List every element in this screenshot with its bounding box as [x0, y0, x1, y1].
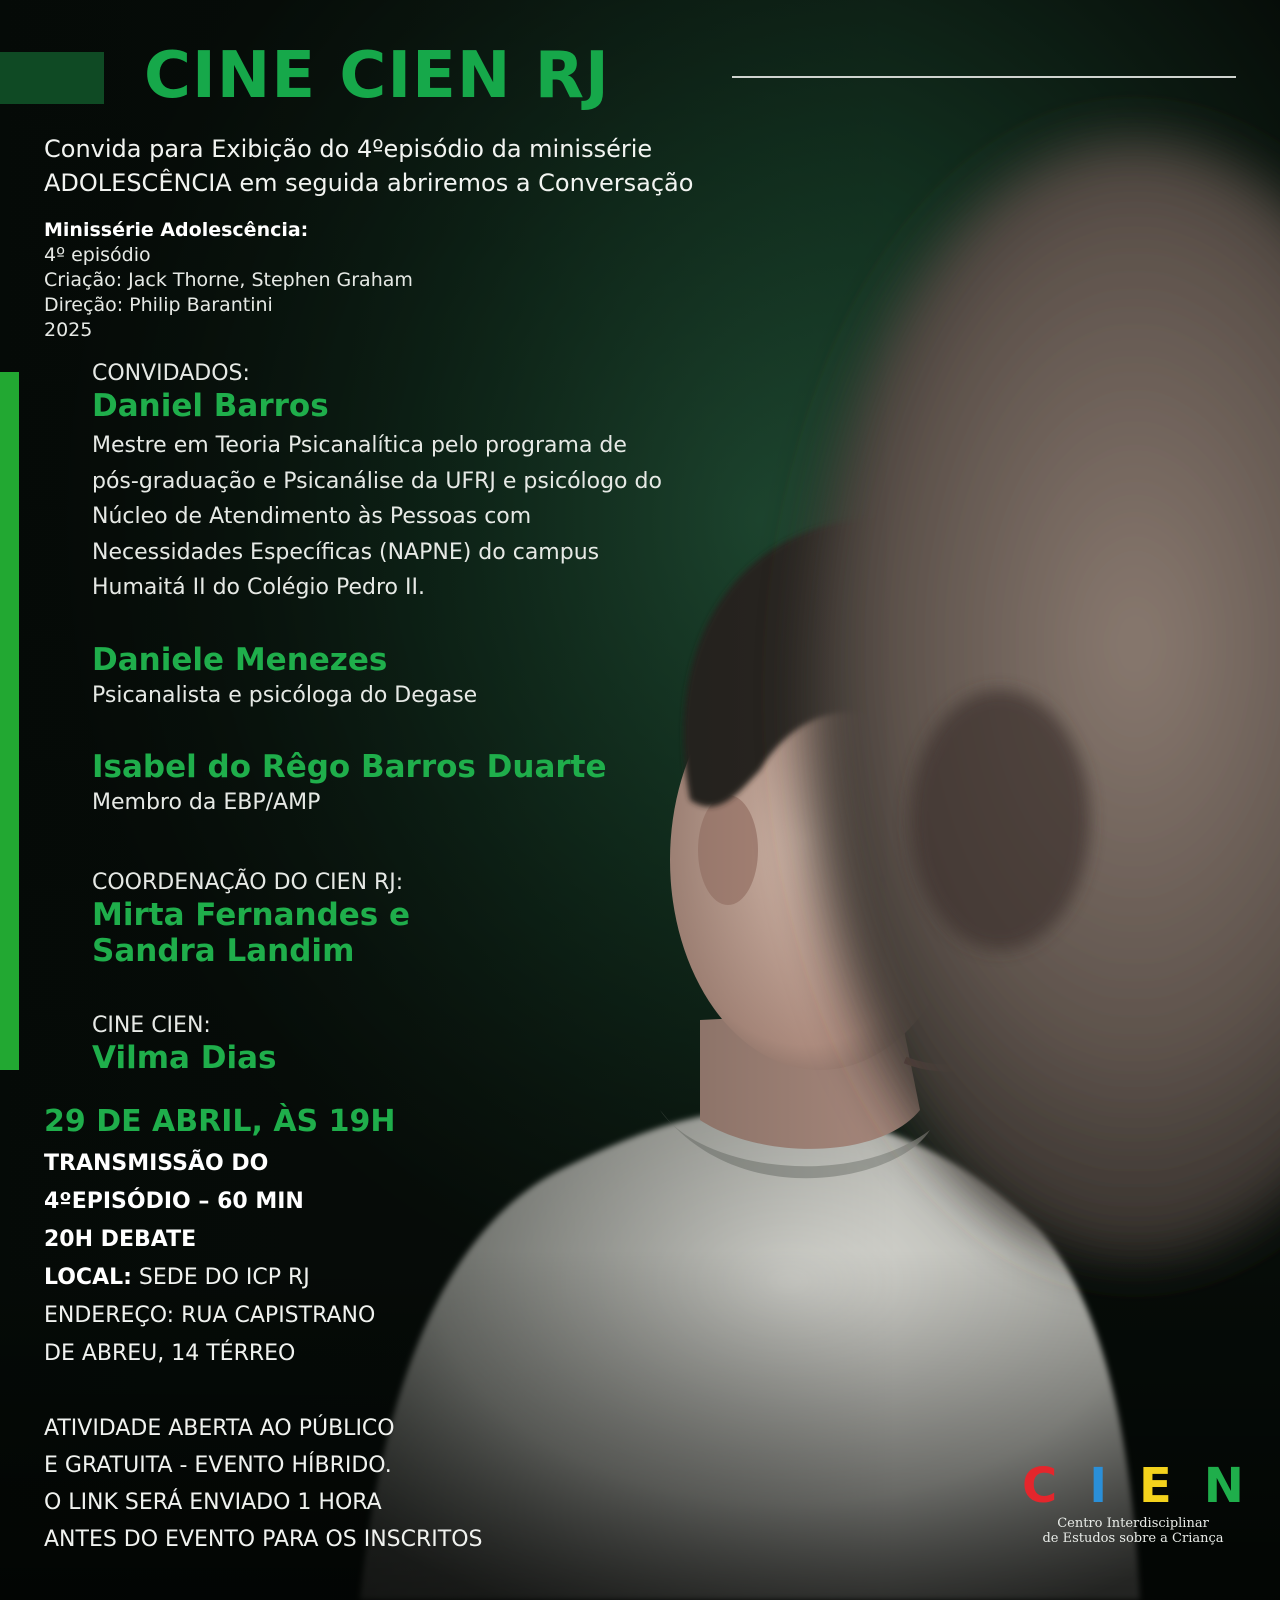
logo-subtitle [1022, 1516, 1244, 1546]
guest-name: Daniele Menezes [92, 642, 388, 678]
coordination-block [92, 869, 410, 969]
guest-description-line: Necessidades Específicas (NAPNE) do campus [92, 539, 600, 565]
series-creation: Criação: Jack Thorne, Stephen Graham [44, 269, 413, 291]
coordination-label: COORDENAÇÃO DO CIEN RJ: [92, 870, 404, 895]
guest-block-3 [92, 749, 607, 821]
guest-name: Isabel do Rêgo Barros Duarte [92, 749, 607, 785]
intro-line: ADOLESCÊNCIA em seguida abriremos a Conversação [44, 169, 694, 197]
logo-letters [1022, 1458, 1244, 1514]
poster-title: CINE CIEN RJ [144, 39, 610, 113]
series-heading: Minissérie Adolescência: [44, 219, 309, 241]
public-info-line: ATIVIDADE ABERTA AO PÚBLICO [44, 1416, 395, 1441]
event-date: 29 DE ABRIL, ÀS 19H [44, 1104, 396, 1139]
logo-subtitle-line: Centro Interdisciplinar [1057, 1516, 1209, 1531]
cine-block [92, 1012, 276, 1076]
location-value: SEDE DO ICP RJ [131, 1265, 310, 1290]
public-info-line: O LINK SERÁ ENVIADO 1 HORA [44, 1490, 382, 1515]
guest-block-2 [92, 642, 477, 714]
public-info-line: E GRATUITA - EVENTO HÍBRIDO. [44, 1453, 392, 1478]
logo-letter-e: E [1139, 1458, 1172, 1514]
event-details [44, 1145, 375, 1373]
cine-name: Vilma Dias [92, 1040, 277, 1076]
guests-label: CONVIDADOS: [92, 361, 250, 386]
guest-description-line: pós-graduação e Psicanálise da UFRJ e psicólogo do [92, 468, 662, 494]
event-address-line: DE ABREU, 14 TÉRREO [44, 1341, 296, 1366]
event-line: 20H DEBATE [44, 1227, 197, 1252]
guest-description-line: Núcleo de Atendimento às Pessoas com [92, 504, 532, 529]
guest-description-line: Membro da EBP/AMP [92, 790, 321, 815]
title-accent-bar [0, 52, 104, 104]
series-episode: 4º episódio [44, 244, 151, 266]
event-location [44, 1259, 375, 1297]
guest-name: Daniel Barros [92, 388, 329, 424]
event-line: 4ºEPISÓDIO – 60 MIN [44, 1189, 304, 1214]
intro-text [44, 132, 693, 200]
logo-letter-n: N [1203, 1458, 1244, 1514]
title-divider [732, 76, 1236, 78]
coordinator-name: Sandra Landim [92, 933, 355, 969]
public-info-line: ANTES DO EVENTO PARA OS INSCRITOS [44, 1527, 483, 1552]
series-year: 2025 [44, 319, 93, 341]
guest-description [92, 428, 662, 606]
cien-logo [1022, 1458, 1244, 1546]
public-info [44, 1410, 483, 1558]
series-direction: Direção: Philip Barantini [44, 294, 273, 316]
series-info [44, 218, 413, 343]
event-address-line: ENDEREÇO: RUA CAPISTRANO [44, 1303, 376, 1328]
guest-description-line: Psicanalista e psicóloga do Degase [92, 683, 478, 708]
coordinator-name: Mirta Fernandes e [92, 897, 411, 933]
guest-block-1 [92, 360, 662, 606]
guest-description-line: Humaitá II do Colégio Pedro II. [92, 575, 425, 600]
logo-subtitle-line: de Estudos sobre a Criança [1042, 1531, 1224, 1546]
side-accent-bar [0, 372, 19, 1070]
location-label: LOCAL: [44, 1265, 132, 1290]
intro-line: Convida para Exibição do 4ºepisódio da minissérie [44, 135, 653, 163]
cine-label: CINE CIEN: [92, 1013, 211, 1038]
logo-letter-c: C [1022, 1458, 1058, 1514]
guest-description-line: Mestre em Teoria Psicanalítica pelo programa de [92, 433, 627, 458]
event-line: TRANSMISSÃO DO [44, 1151, 269, 1176]
logo-letter-i: I [1089, 1458, 1108, 1514]
